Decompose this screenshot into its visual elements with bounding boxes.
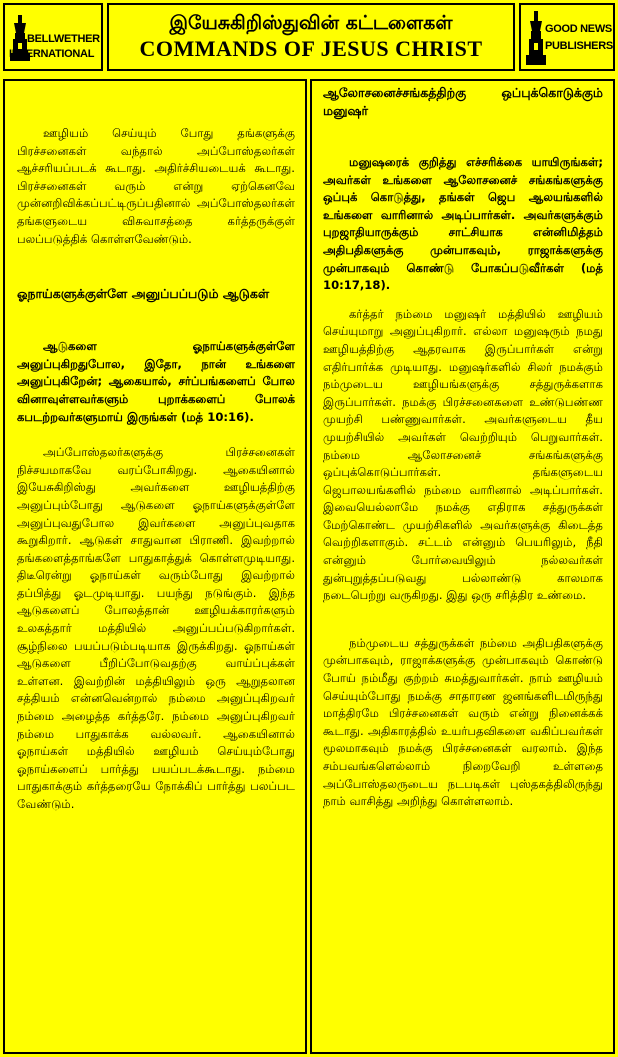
right-section-heading: ஆலோசனைச்சங்கத்திற்கு ஒப்புக்கொடுக்கும் மனுஷர் (323, 85, 603, 118)
header (0, 0, 618, 76)
left-verse: ஆடுகளை ஓநாய்களுக்குள்ளே அனுப்புகிறதுபோல, இதோ, நான் உங்களை அனுப்புகிறேன்; ஆகையால், சர்ப்பங்களைப் போல வினாவுள்ளவர்களும் புறாக்களைப் போலக் கபடற்றவர்களுமாய் இருங்கள் (மத் 10:16). (17, 339, 295, 424)
left-logo-line2: INTERNATIONAL (9, 48, 95, 60)
bellwether-logo (3, 3, 103, 71)
left-paragraph-1: ஊழியம் செய்யும் போது தங்களுக்கு பிரச்சனைகள் வந்தால் அப்போஸ்தலர்கள் ஆச்சரியப்படக் கூடாது. அதிர்ச்சியடையக் கூடாது. பிரச்சனைகள் வரும் என்று ஏற்கெனவே முன்னறிவிக்கப்பட்டிருப்பதினால் அப்போஸ்தலர்கள் தங்களுடைய விசுவாசத்தை கர்த்தருக்குள் பலப்படுத்திக் கொள்ளவேண்டும். (17, 126, 295, 246)
right-verse: மனுஷரைக் குறித்து எச்சரிக்கை யாயிருங்கள்; அவர்கள் உங்களை ஆலோசனைச் சங்கங்களுக்கு ஒப்புக் கொடுத்து, தங்கள் ஜெப ஆலயங்களில் உங்களை வாரினால் அடிப்பார்கள். அவர்களுக்கும் புறஜாதியாருக்கும் சாட்சியாக என்னிமித்தம் அதிபதிகளுக்கு முன்பாகவும், ராஜாக்களுக்கு முன்பாகவும் கொண்டு போகப்படுவீர்கள் (மத் 10:17,18). (323, 155, 603, 293)
bell-tower-icon (525, 11, 547, 65)
left-paragraph-2: அப்போஸ்தலர்களுக்கு பிரச்சனைகள் நிச்சயமாகவே வரப்போகிறது. ஆகையினால் இயேசுகிறிஸ்து அவர்களை ஊழியத்திற்கு அனுப்பும்போது ஆடுகளை ஓநாய்களுக்குள்ளே அனுப்புவதுபோல இவர்களை அனுப்புவதாக கூறுகிறார். ஆடுகள் சாதுவான பிராணி. இவற்றால் தங்களைத்தாங்களே பாதுகாத்துக் கொள்ளமுடியாது. திடீரென்று ஓநாய்கள் வரும்போது இவற்றால் தப்பித்து ஓடமுடியாது. பயந்து நடுங்கும். இந்த ஆடுகளைப் போலத்தான் ஊழியக்காரர்களும் உலகத்தார் மத்தியில் அனுப்பப்படுகிறார்கள். சூழ்நிலை பயப்படும்படியாக இருக்கிறது. ஓநாய்கள் ஆடுகளை பீறிப்போடுவதற்கு வாய்ப்புக்கள் உள்ளன. இவற்றின் மத்தியிலும் ஒரு ஆறுதலான சத்தியம் என்னவென்றால் நம்மை அனுப்புகிறவர் நம்மை அழைத்த கர்த்தரே. நம்மை அனுப்புகிறவர் நம்மை பாதுகாக்க வல்லவர். ஆகையினால் ஓநாய்கள் மத்தியில் ஊழியம் செய்யும்போது ஓநாய்களைப் பார்த்து பயப்படக்கூடாது. நம்மை பாதுகாக்கும் கர்த்தரையே நோக்கிப் பார்த்து பலப்பட வேண்டும். (17, 445, 295, 811)
left-column (3, 79, 307, 1054)
right-logo-line2: PUBLISHERS (545, 40, 613, 52)
left-logo-line1: BELLWETHER (27, 33, 100, 45)
left-section-heading: ஓநாய்களுக்குள்ளே அனுப்பப்படும் ஆடுகள் (17, 286, 270, 302)
title-box (107, 3, 515, 71)
right-logo-line1: GOOD NEWS (545, 23, 612, 35)
right-paragraph-1: கர்த்தர் நம்மை மனுஷர் மத்தியில் ஊழியம் செய்யுமாறு அனுப்புகிறார். எல்லா மனுஷரும் நமது ஊழியத்திற்கு ஆதரவாக இருப்பார்கள் என்று எதிர்பார்க்க முடியாது. மனுஷர்களில் சிலர் நமக்கும் நம்முடைய ஊழியங்களுக்கு சத்துருக்களாக இருப்பார்கள். நமக்கு பிரச்சனைகளை உண்டுபண்ண முயற்சி பண்ணுவார்கள். அவர்களுடைய தீய முயற்சியில் அவர்கள் வெற்றியும் பெறுவார்கள். நம்மை ஆலோசனைச் சங்கங்களுக்கு ஒப்புக்கொடுப்பார்கள். தங்களுடைய ஜெபாலயங்களில் நம்மை வாரினால் அடிப்பார்கள். இவையெல்லாமே நமக்கு எதிராக சத்துருக்கள் மேற்கொண்ட முயற்சிகளில் அவர்களுக்கு கிடைத்த வெற்றிகளாகும். சட்டம் என்னும் பெயரிலும், நீதி என்னும் போர்வையிலும் நல்லவர்கள் துன்புறுத்தப்படுவது பல்லாண்டு காலமாக நடைபெற்று வருகிறது. இது ஒரு சரித்திர உண்மை. (323, 306, 603, 603)
good-news-logo (519, 3, 615, 71)
right-paragraph-2: நம்முடைய சத்துருக்கள் நம்மை அதிபதிகளுக்கு முன்பாகவும், ராஜாக்களுக்கு முன்பாகவும் கொண்டு போய் நம்மீது குற்றம் சுமத்துவார்கள். நாம் ஊழியம் செய்யும்போது நமக்கு சாதாரண ஜனங்களிடமிருந்து மாத்திரமே பிரச்சனைகள் வரும் என்று நினைக்கக் கூடாது. அதிகாரத்தில் உயர்பதவிகளை வகிப்பவர்கள் மூலமாகவும் நமக்கு பிரச்சனைகள் வரலாம். இந்த சம்பவங்களெல்லாம் நிறைவேறி உள்ளதை அப்போஸ்தலருடைய நடபடிகள் புஸ்தகத்திலிருந்து நாம் வாசித்து அறிந்து கொள்ளலாம். (323, 635, 603, 809)
right-column (310, 79, 615, 1054)
page-title-tamil: இயேசுகிறிஸ்துவின் கட்டளைகள் (169, 12, 453, 34)
page-title-english: COMMANDS OF JESUS CHRIST (139, 36, 483, 61)
